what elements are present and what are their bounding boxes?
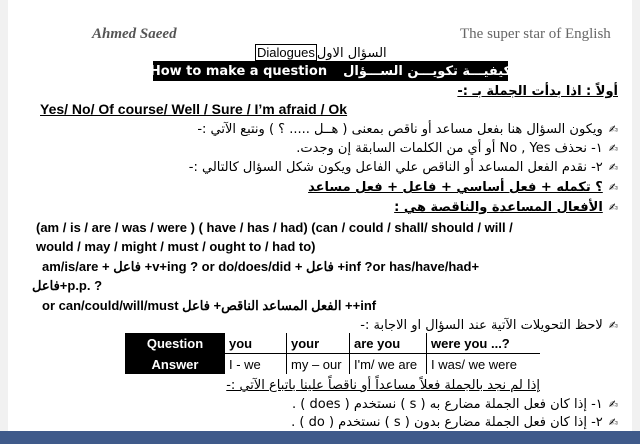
rule-intro-text: ويكون السؤال هنا بفعل مساعد أو ناقص بمعنى ( هــل ..... ؟ ) ونتبع الآتي :- [197, 122, 603, 137]
title-banner [149, 61, 512, 81]
auxiliary-list-line-1: (am / is / are / was / were ) ( have / has / had) (can / could / shall/ should / will / [36, 220, 513, 235]
question-formula-text: ؟ تكمله + فعل أساسي + فاعل + فعل مساعد [308, 180, 603, 195]
banner-arabic: كيفيـــة تكويـــن الســـؤال [343, 63, 512, 79]
section3-heading: إذا لم نجد بالجملة فعلاً مساعداً أو ناقصاً علينا باتباع الآتي :- [226, 378, 540, 393]
do-rule [291, 415, 618, 431]
rule-2-text: ٢- نقدم الفعل المساعد أو الناقص علي الفاعل ويكون شكل السؤال كالتالي :- [188, 160, 603, 175]
table-cell: were you ...? [427, 333, 541, 354]
pencil-icon: ✍ [608, 319, 618, 332]
does-rule [292, 397, 618, 413]
auxiliary-list-line-2: would / may / might / must / ought to / had to) [36, 239, 316, 254]
table-cell: I - we [229, 356, 261, 372]
rule-1-text: ١- نحذف No , Yes أو أي من الكلمات السابقة إن وجدت. [296, 141, 603, 156]
pencil-icon: ✍ [608, 398, 618, 411]
pencil-icon: ✍ [608, 416, 618, 429]
table-cell: you [225, 333, 287, 354]
lesson-title-arabic: السؤال الاول [316, 46, 387, 61]
header-tagline: The super star of English [460, 26, 611, 42]
author-name: Ahmed Saeed [92, 26, 177, 42]
pencil-icon: ✍ [608, 161, 618, 174]
formula-line-3: or can/could/will/must الفعل المساعد الناقص+ فاعل ++inf [42, 298, 377, 313]
rule-2 [189, 160, 618, 176]
banner-english: How to make a question [149, 63, 328, 79]
section1-heading: أولاً : اذا بدأت الجملة بـ :- [457, 84, 618, 99]
pencil-icon: ✍ [608, 123, 618, 136]
formula-line-2: فاعل+p.p. ? [32, 278, 103, 293]
transform-note-text: لاحظ التحويلات الآتية عند السؤال او الاجابة :- [360, 318, 603, 333]
rule-1 [296, 141, 618, 157]
pencil-icon: ✍ [608, 142, 618, 155]
section2-heading-text: الأفعال المساعدة والناقصة هي : [394, 200, 603, 215]
row-label-answer: Answer [125, 354, 225, 375]
row-label-question: Question [125, 333, 225, 354]
viewer-bottom-bar [0, 431, 640, 444]
transform-note [360, 318, 618, 334]
table-row [125, 333, 540, 354]
table-cell: I was/ we were [427, 354, 541, 375]
lesson-title [255, 45, 387, 61]
rule-intro [197, 122, 618, 138]
page-edge-left [0, 0, 8, 444]
pencil-icon: ✍ [608, 181, 618, 194]
opening-words: Yes/ No/ Of course/ Well / Sure / I’m afraid / Ok [40, 101, 348, 117]
formula-line-1: am/is/are + فاعل +v+ing ? or do/does/did + فاعل +inf ?or has/have/had+ [42, 259, 480, 274]
table-cell: are you [350, 333, 427, 354]
page-edge-right [632, 0, 640, 444]
table-cell: my – our [287, 354, 350, 375]
question-formula [308, 180, 618, 196]
table-cell: your [287, 333, 350, 354]
table-row [125, 354, 540, 375]
pronoun-table [125, 333, 540, 374]
table-cell: I'm/ we are [350, 354, 427, 375]
does-rule-text: ١- إذا كان فعل الجملة مضارع به ( s ) نستخدم ( does ) . [292, 397, 603, 412]
do-rule-text: ٢- إذا كان فعل الجملة مضارع بدون ( s ) نستخدم ( do ) . [291, 415, 603, 430]
lesson-title-english: Dialogues [257, 45, 315, 60]
pencil-icon: ✍ [608, 201, 618, 214]
section2-heading [394, 200, 618, 216]
